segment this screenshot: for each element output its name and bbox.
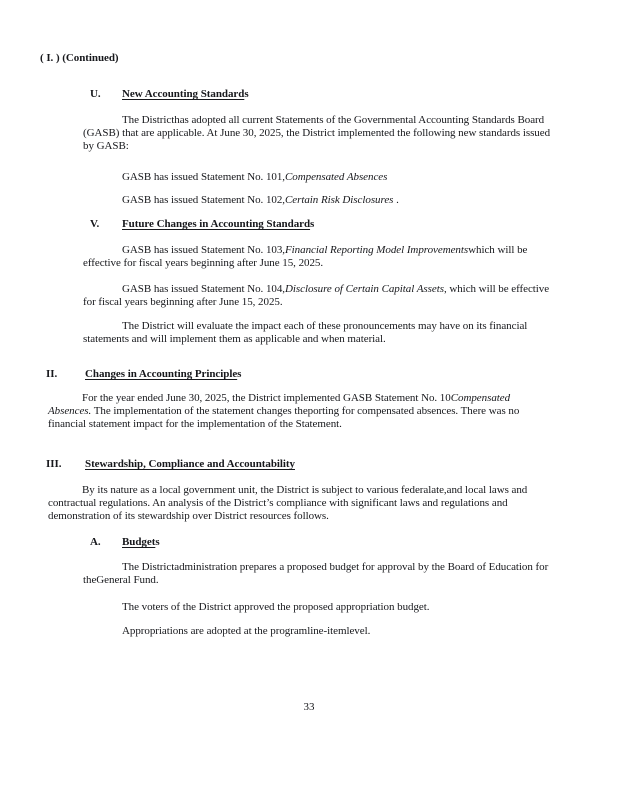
section-heading-ii (46, 368, 241, 381)
section-label-iii: III. (46, 458, 62, 470)
section-heading-a (90, 536, 160, 549)
paragraph-gasb-101: GASB has issued Statement No. 101,Compensated Absences (122, 171, 388, 183)
section-heading-iii (46, 458, 295, 471)
paragraph-evaluate-impact: The District will evaluate the impact each of these pronouncements may have on its financial statements and will implement them as applicable and when material. (83, 320, 528, 345)
paragraph-voters-approval: The voters of the District approved the proposed appropriation budget. (122, 601, 430, 613)
section-label-a: A. (90, 536, 101, 548)
section-heading-v (90, 218, 314, 231)
section-title-a: Budgets (122, 536, 160, 548)
section-title-iii: Stewardship, Compliance and Accountability (85, 458, 295, 470)
continued-label: ( I. ) (Continued) (40, 52, 119, 64)
section-label-u: U. (90, 88, 101, 100)
paragraph-stewardship: By its nature as a local government unit, the District is subject to various federalate,and local laws and contractual regulations. An analysis of the District’s compliance with significant laws and regulations and demonstration of its stewardship over District resources follows. (48, 484, 528, 522)
section-title-ii: Changes in Accounting Principles (85, 368, 242, 380)
paragraph-gasb-103: GASB has issued Statement No. 103,Financial Reporting Model Improvementswhich will be effective for fiscal years beginning after June 15, 2025. (83, 244, 528, 269)
page-number: 33 (303, 701, 315, 713)
paragraph-new-standards-intro: The Districthas adopted all current Statements of the Governmental Accounting Standards Board (GASB) that are applicable. At June 30, 2025, the District implemented the following new standards issued by GASB: (83, 114, 551, 152)
section-title-v: Future Changes in Accounting Standards (122, 218, 315, 230)
paragraph-gasb-102: GASB has issued Statement No. 102,Certain Risk Disclosures . (122, 194, 399, 206)
section-heading-u (90, 88, 249, 101)
section-title-u: New Accounting Standards (122, 88, 249, 100)
paragraph-appropriations: Appropriations are adopted at the programline-itemlevel. (122, 625, 371, 637)
section-label-ii: II. (46, 368, 58, 380)
paragraph-budget-preparation: The Districtadministration prepares a proposed budget for approval by the Board of Education for theGeneral Fund. (83, 561, 549, 586)
paragraph-gasb-104: GASB has issued Statement No. 104,Disclosure of Certain Capital Assets, which will be effective for fiscal years beginning after June 15, 2025. (83, 283, 550, 308)
paragraph-changes-principles: For the year ended June 30, 2025, the District implemented GASB Statement No. 10Compensated Absences. The implementation of the statement changes theporting for compensated absences. There was no financial statement impact for the implementation of the Statement. (48, 392, 520, 430)
section-label-v: V. (90, 218, 100, 230)
